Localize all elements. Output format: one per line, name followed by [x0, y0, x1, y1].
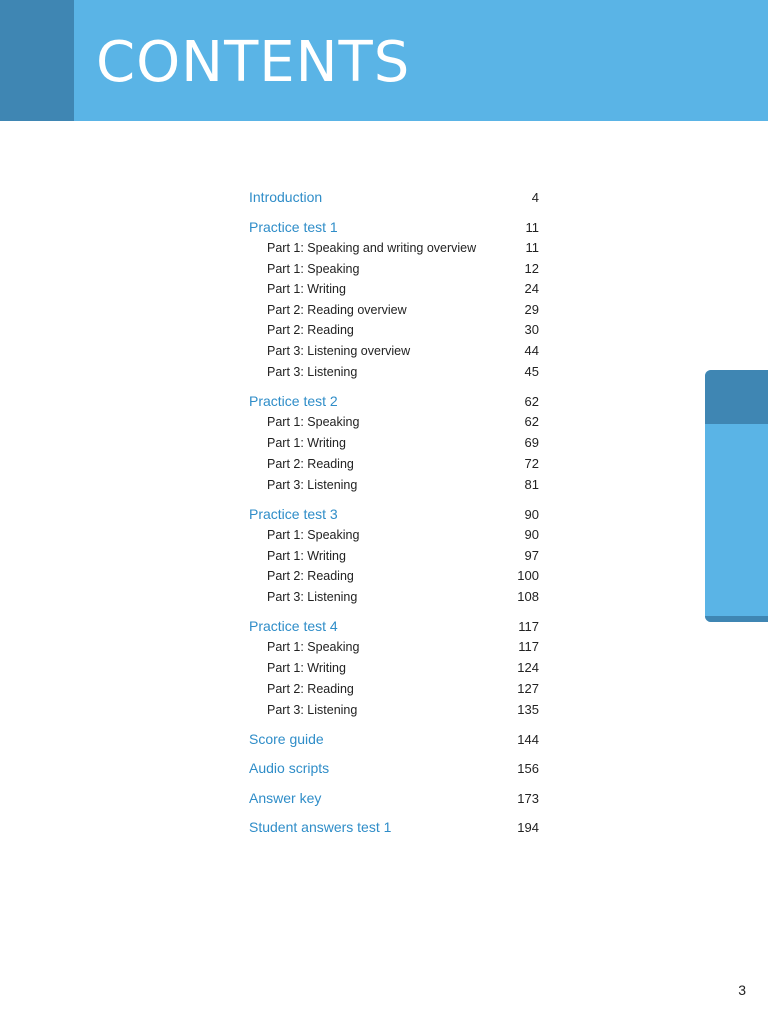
toc-subsection-entry[interactable] — [249, 261, 539, 276]
toc-entry-page: 100 — [517, 568, 539, 583]
toc-entry-label: Part 1: Speaking — [267, 415, 360, 429]
toc-entry-page: 29 — [524, 302, 539, 317]
toc-entry-page: 194 — [517, 820, 539, 835]
toc-entry-label: Part 2: Reading — [267, 457, 354, 471]
toc-subsection-entry[interactable] — [249, 527, 539, 542]
toc-subsection-entry[interactable] — [249, 660, 539, 675]
toc-entry-page: 62 — [524, 394, 539, 409]
toc-entry-label: Practice test 3 — [249, 506, 338, 522]
toc-section-entry[interactable] — [249, 790, 539, 806]
toc-entry-label: Introduction — [249, 189, 323, 205]
toc-subsection-entry[interactable] — [249, 364, 539, 379]
toc-subsection-entry[interactable] — [249, 589, 539, 604]
toc-entry-label: Part 3: Listening — [267, 703, 358, 717]
toc-entry-page: 144 — [517, 732, 539, 747]
toc-entry-label: Student answers test 1 — [249, 819, 392, 835]
toc-entry-label: Audio scripts — [249, 760, 330, 776]
toc-entry-label: Part 1: Speaking and writing overview — [267, 241, 477, 255]
toc-entry-page: 81 — [524, 477, 539, 492]
toc-subsection-entry[interactable] — [249, 548, 539, 563]
toc-entry-page: 90 — [524, 527, 539, 542]
toc-entry-label: Part 2: Reading — [267, 323, 354, 337]
toc-subsection-entry[interactable] — [249, 568, 539, 583]
toc-entry-page: 173 — [517, 791, 539, 806]
toc-entry-page: 97 — [524, 548, 539, 563]
toc-entry-label: Part 1: Writing — [267, 661, 346, 675]
page-title: CONTENTS — [96, 30, 411, 95]
toc-subsection-entry[interactable] — [249, 702, 539, 717]
toc-entry-page: 62 — [524, 414, 539, 429]
toc-entry-label: Part 3: Listening — [267, 590, 358, 604]
toc-entry-label: Part 1: Speaking — [267, 528, 360, 542]
toc-subsection-entry[interactable] — [249, 639, 539, 654]
toc-entry-page: 69 — [524, 435, 539, 450]
toc-entry-label: Part 3: Listening — [267, 478, 358, 492]
toc-subsection-entry[interactable] — [249, 477, 539, 492]
page-number: 3 — [738, 982, 746, 998]
toc-entry-page: 72 — [524, 456, 539, 471]
toc-entry-label: Part 3: Listening overview — [267, 344, 411, 358]
toc-subsection-entry[interactable] — [249, 281, 539, 296]
toc-entry-page: 11 — [525, 220, 539, 235]
toc-subsection-entry[interactable] — [249, 322, 539, 337]
toc-entry-label: Part 1: Writing — [267, 436, 346, 450]
toc-section-entry[interactable] — [249, 731, 539, 747]
toc-subsection-entry[interactable] — [249, 302, 539, 317]
toc-entry-label: Part 1: Speaking — [267, 640, 360, 654]
toc-entry-page: 117 — [518, 639, 539, 654]
toc-subsection-entry[interactable] — [249, 414, 539, 429]
toc-entry-page: 108 — [517, 589, 539, 604]
toc-section-entry[interactable] — [249, 189, 539, 205]
toc-section-entry[interactable] — [249, 618, 539, 634]
toc-entry-page: 44 — [524, 343, 539, 358]
side-tab-contents[interactable] — [705, 370, 768, 622]
toc-entry-page: 127 — [517, 681, 539, 696]
toc-section-entry[interactable] — [249, 506, 539, 522]
table-of-contents — [249, 0, 539, 1024]
toc-subsection-entry[interactable] — [249, 435, 539, 450]
toc-subsection-entry[interactable] — [249, 456, 539, 471]
toc-entry-label: Practice test 4 — [249, 618, 338, 634]
toc-entry-label: Practice test 1 — [249, 219, 338, 235]
toc-entry-page: 24 — [524, 281, 539, 296]
side-tab-bottom-accent — [705, 616, 768, 622]
toc-entry-page: 30 — [524, 322, 539, 337]
toc-entry-label: Part 3: Listening — [267, 365, 358, 379]
side-tab-accent — [705, 370, 768, 424]
toc-section-entry[interactable] — [249, 760, 539, 776]
toc-entry-label: Part 1: Speaking — [267, 262, 360, 276]
toc-entry-page: 124 — [517, 660, 539, 675]
toc-entry-label: Part 2: Reading overview — [267, 303, 407, 317]
toc-entry-label: Answer key — [249, 790, 322, 806]
toc-entry-label: Part 2: Reading — [267, 682, 354, 696]
toc-entry-label: Score guide — [249, 731, 324, 747]
toc-entry-page: 4 — [531, 190, 539, 205]
toc-entry-page: 156 — [517, 761, 539, 776]
toc-subsection-entry[interactable] — [249, 343, 539, 358]
toc-entry-page: 45 — [524, 364, 539, 379]
toc-entry-label: Part 1: Writing — [267, 549, 346, 563]
toc-entry-page: 135 — [517, 702, 539, 717]
toc-subsection-entry[interactable] — [249, 240, 539, 255]
toc-entry-page: 90 — [524, 507, 539, 522]
toc-entry-label: Practice test 2 — [249, 393, 338, 409]
toc-entry-page: 117 — [518, 619, 539, 634]
toc-entry-label: Part 2: Reading — [267, 569, 354, 583]
toc-section-entry[interactable] — [249, 219, 539, 235]
toc-entry-label: Part 1: Writing — [267, 282, 346, 296]
toc-entry-page: 11 — [525, 240, 539, 255]
toc-entry-page: 12 — [524, 261, 539, 276]
toc-section-entry[interactable] — [249, 393, 539, 409]
toc-subsection-entry[interactable] — [249, 681, 539, 696]
header-accent-bar — [0, 0, 74, 121]
toc-section-entry[interactable] — [249, 819, 539, 835]
side-tab-label: CONTENTS — [28, 463, 52, 591]
